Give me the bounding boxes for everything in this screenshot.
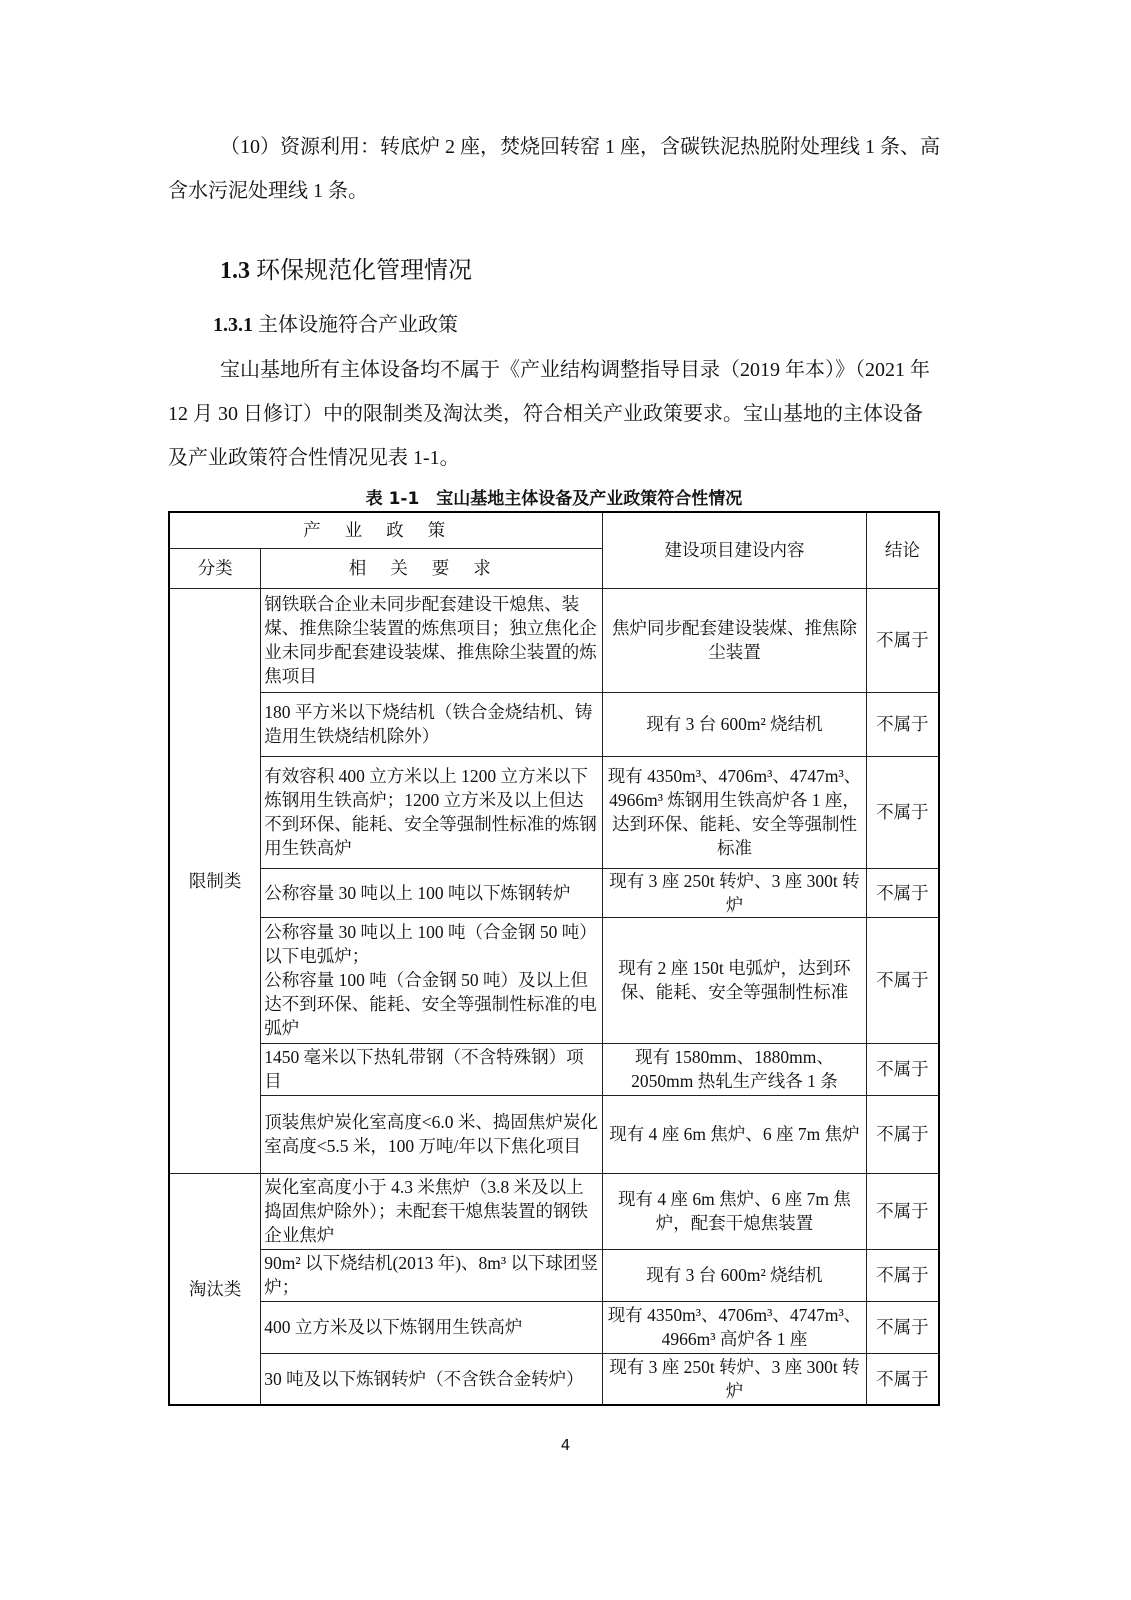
conclusion-cell: 不属于: [866, 1173, 939, 1249]
policy-compliance-table: [168, 511, 940, 1406]
conclusion-cell: 不属于: [866, 588, 939, 692]
table-row: [169, 1249, 939, 1301]
category-cell: 限制类: [169, 588, 261, 1173]
conclusion-cell: 不属于: [866, 868, 939, 917]
content-cell: 现有 3 台 600m² 烧结机: [603, 692, 866, 756]
paragraph-section-intro: 宝山基地所有主体设备均不属于《产业结构调整指导目录（2019 年本）》（2021 年 12 月 30 日修订）中的限制类及淘汰类，符合相关产业政策要求。宝山基地的主体设备及产业政策符合性情况见表 1-1。: [168, 359, 930, 469]
requirement-cell: 400 立方米及以下炼钢用生铁高炉: [261, 1301, 603, 1353]
table-caption: 表 1-1 宝山基地主体设备及产业政策符合性情况: [365, 489, 743, 509]
table-row: [169, 868, 939, 917]
table-row: [169, 588, 939, 692]
conclusion-cell: 不属于: [866, 1249, 939, 1301]
heading-text: 主体设施符合产业政策: [253, 314, 458, 336]
table-row: [169, 1173, 939, 1249]
conclusion-cell: 不属于: [866, 756, 939, 868]
table-row: [169, 1095, 939, 1173]
heading-number: 1.3: [220, 258, 250, 284]
table-row: [169, 1043, 939, 1095]
table-row: [169, 692, 939, 756]
content-cell: 现有 3 台 600m² 烧结机: [603, 1249, 866, 1301]
requirement-cell: 公称容量 30 吨以上 100 吨以下炼钢转炉: [261, 868, 603, 917]
table-row: [169, 1353, 939, 1405]
category-cell: 淘汰类: [169, 1173, 261, 1405]
table-row: [169, 756, 939, 868]
table-header-row: [169, 512, 939, 548]
content-cell: 现有 4 座 6m 焦炉、6 座 7m 焦炉，配套干熄焦装置: [603, 1173, 866, 1249]
header-requirement: 相关要求: [261, 548, 603, 588]
conclusion-cell: 不属于: [866, 692, 939, 756]
requirement-cell: 30 吨及以下炼钢转炉（不含铁合金转炉）: [261, 1353, 603, 1405]
requirement-cell: 90m² 以下烧结机(2013 年)、8m³ 以下球团竖炉；: [261, 1249, 603, 1301]
requirement-cell: 有效容积 400 立方米以上 1200 立方米以下炼钢用生铁高炉；1200 立方米及以上但达不到环保、能耗、安全等强制性标准的炼钢用生铁高炉: [261, 756, 603, 868]
content-cell: 现有 3 座 250t 转炉、3 座 300t 转炉: [603, 1353, 866, 1405]
content-cell: 现有 4350m³、4706m³、4747m³、4966m³ 炼钢用生铁高炉各 1 座，达到环保、能耗、安全等强制性标准: [603, 756, 866, 868]
content-cell: 现有 3 座 250t 转炉、3 座 300t 转炉: [603, 868, 866, 917]
table-row: [169, 917, 939, 1043]
conclusion-cell: 不属于: [866, 1043, 939, 1095]
paragraph-resource-use: （10）资源利用：转底炉 2 座，焚烧回转窑 1 座，含碳铁泥热脱附处理线 1 条、高含水污泥处理线 1 条。: [168, 136, 940, 202]
header-content: 建设项目建设内容: [603, 512, 866, 588]
conclusion-cell: 不属于: [866, 1095, 939, 1173]
conclusion-cell: 不属于: [866, 917, 939, 1043]
conclusion-cell: 不属于: [866, 1353, 939, 1405]
requirement-cell: 公称容量 30 吨以上 100 吨（合金钢 50 吨）以下电弧炉； 公称容量 100 吨（合金钢 50 吨）及以上但达不到环保、能耗、安全等强制性标准的电弧炉: [261, 917, 603, 1043]
heading-number: 1.3.1: [213, 314, 253, 336]
heading-text: 环保规范化管理情况: [250, 258, 472, 284]
content-cell: 现有 1580mm、1880mm、2050mm 热轧生产线各 1 条: [603, 1043, 866, 1095]
requirement-cell: 顶装焦炉炭化室高度<6.0 米、捣固焦炉炭化室高度<5.5 米，100 万吨/年以下焦化项目: [261, 1095, 603, 1173]
header-conclusion: 结论: [866, 512, 939, 588]
content-cell: 现有 2 座 150t 电弧炉，达到环保、能耗、安全等强制性标准: [603, 917, 866, 1043]
requirement-cell: 炭化室高度小于 4.3 米焦炉（3.8 米及以上捣固焦炉除外）；未配套干熄焦装置的钢铁企业焦炉: [261, 1173, 603, 1249]
requirement-cell: 1450 毫米以下热轧带钢（不含特殊钢）项目: [261, 1043, 603, 1095]
content-cell: 现有 4 座 6m 焦炉、6 座 7m 焦炉: [603, 1095, 866, 1173]
requirement-cell: 180 平方米以下烧结机（铁合金烧结机、铸造用生铁烧结机除外）: [261, 692, 603, 756]
page-number: 4: [560, 1436, 571, 1454]
conclusion-cell: 不属于: [866, 1301, 939, 1353]
section-heading-1-3: [220, 250, 472, 285]
content-cell: 焦炉同步配套建设装煤、推焦除尘装置: [603, 588, 866, 692]
header-policy: 产业政策: [169, 512, 603, 548]
section-heading-1-3-1: [213, 308, 458, 337]
content-cell: 现有 4350m³、4706m³、4747m³、4966m³ 高炉各 1 座: [603, 1301, 866, 1353]
requirement-cell: 钢铁联合企业未同步配套建设干熄焦、装煤、推焦除尘装置的炼焦项目；独立焦化企业未同步配套建设装煤、推焦除尘装置的炼焦项目: [261, 588, 603, 692]
table-body: [169, 588, 939, 1405]
header-category: 分类: [169, 548, 261, 588]
table-row: [169, 1301, 939, 1353]
